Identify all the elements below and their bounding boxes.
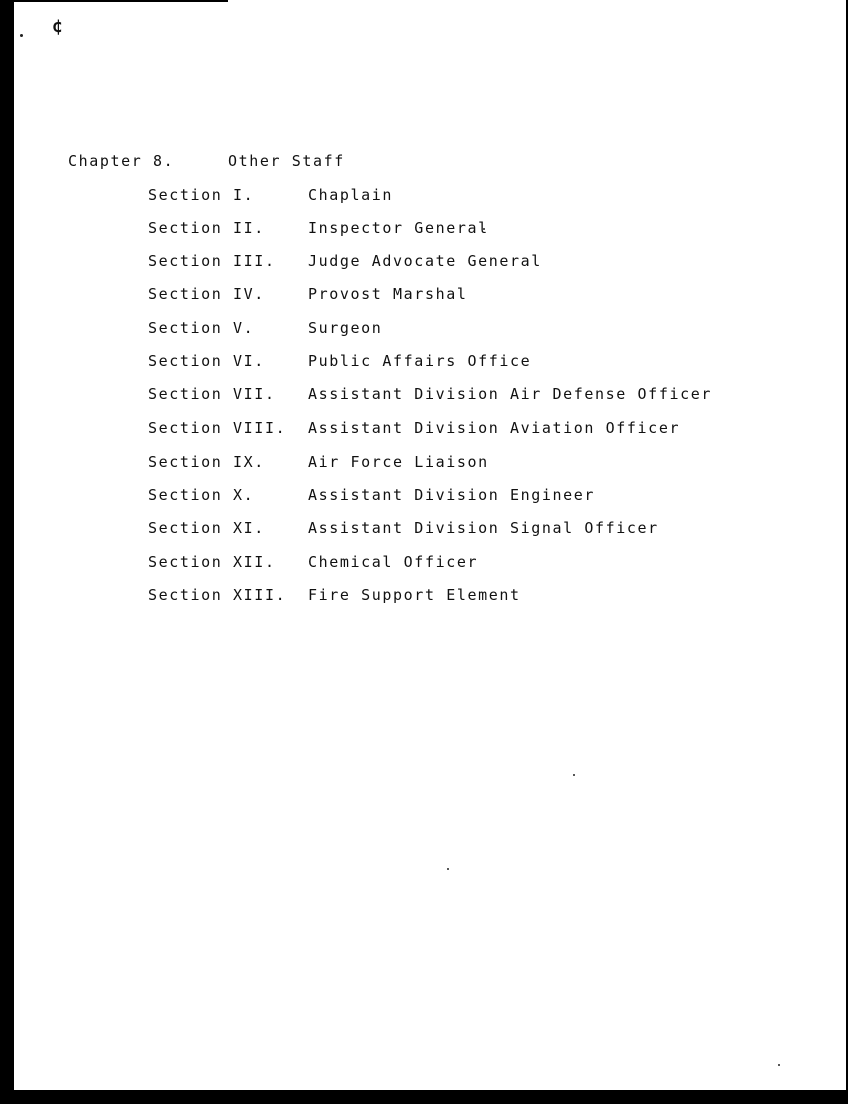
section-label: Section XI.	[148, 519, 265, 537]
section-label: Section IV.	[148, 285, 265, 303]
handwritten-mark: ¢	[52, 16, 63, 37]
section-label: Section VII.	[148, 385, 276, 403]
section-title: Judge Advocate General	[308, 252, 542, 270]
scan-edge-bottom	[0, 1090, 848, 1104]
section-title: Fire Support Element	[308, 586, 521, 604]
chapter-title: Other Staff	[228, 152, 345, 170]
section-label: Section XII.	[148, 553, 276, 571]
section-label: Section VI.	[148, 352, 265, 370]
section-title: Inspector General	[308, 219, 489, 237]
section-label: Section III.	[148, 252, 276, 270]
section-title: Assistant Division Engineer	[308, 486, 596, 504]
section-label: Section XIII.	[148, 586, 287, 604]
scan-speck	[447, 868, 449, 870]
section-title: Assistant Division Aviation Officer	[308, 419, 681, 437]
section-label: Section II.	[148, 219, 265, 237]
scan-edge-top	[0, 0, 228, 2]
section-title: Surgeon	[308, 319, 383, 337]
scan-edge-left	[0, 0, 14, 1104]
scan-speck	[573, 774, 575, 776]
scan-speck	[778, 1064, 780, 1066]
section-title: Assistant Division Air Defense Officer	[308, 385, 712, 403]
section-title: Chemical Officer	[308, 553, 479, 571]
section-title: Provost Marshal	[308, 285, 468, 303]
scan-speck	[20, 34, 23, 37]
section-label: Section VIII.	[148, 419, 287, 437]
section-label: Section V.	[148, 319, 255, 337]
section-label: Section X.	[148, 486, 255, 504]
section-label: Section I.	[148, 186, 255, 204]
section-title: Air Force Liaison	[308, 453, 489, 471]
chapter-label: Chapter 8.	[68, 152, 175, 170]
section-label: Section IX.	[148, 453, 265, 471]
section-title: Assistant Division Signal Officer	[308, 519, 659, 537]
section-title: Chaplain	[308, 186, 394, 204]
section-title: Public Affairs Office	[308, 352, 532, 370]
